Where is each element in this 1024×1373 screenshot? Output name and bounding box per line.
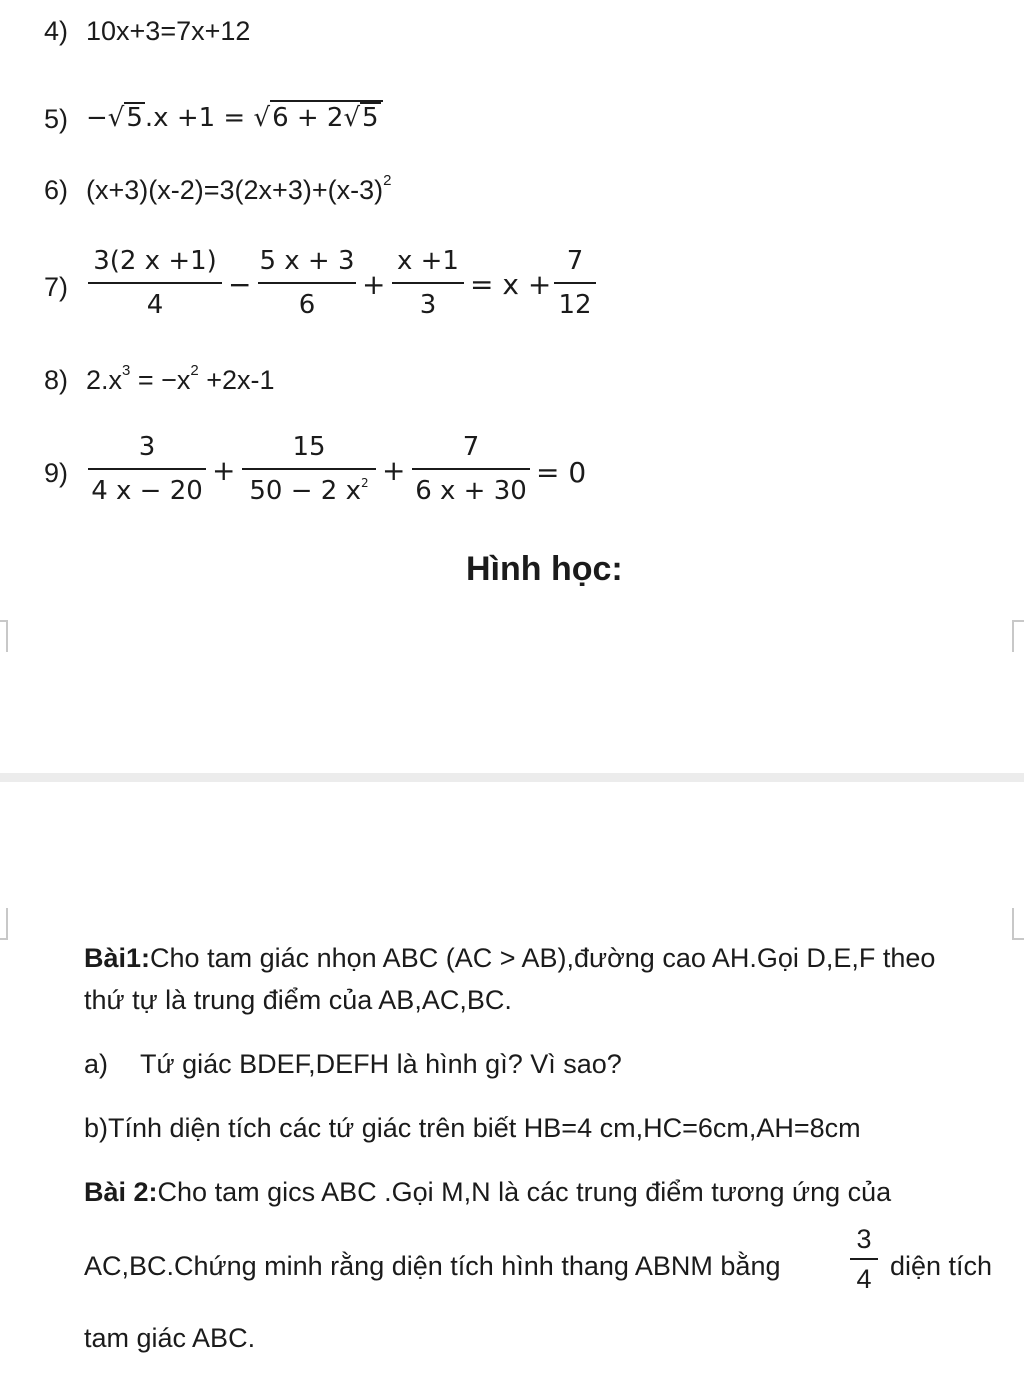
lhs-rest: .x +1 = [144,103,246,133]
bai2-line-1: Bài 2:Cho tam gics ABC .Gọi M,N là các trung điểm tương ứng của [84,1177,892,1207]
problem-5-number: 5) [44,104,69,134]
page-corner-mark [0,620,8,652]
p9-fraction-2: 15 50 − 2 $x^2$ [242,432,376,510]
bai1-line-1: Bài1:Cho tam giác nhọn ABC (AC > AB),đường cao AH.Gọi D,E,F theo [84,943,936,973]
radicand-1: 5 [126,103,143,133]
problem-4-equation: 10x+3=7x+12 [86,16,251,46]
problem-8-equation: $2.x^3 = -x^2 +2x-1$ [86,362,275,395]
minus-sign: − [86,103,108,133]
bai1-line-2: thứ tự là trung điểm của AB,AC,BC. [84,985,512,1015]
p9-operator-2: + [382,454,406,487]
p7-operator-2: + [362,268,386,301]
problem-8-number: 8) [44,365,69,395]
p7-fraction-4: 7 12 [554,246,596,320]
sqrt-symbol: √ [107,103,125,133]
problem-6-number: 6) [44,175,69,205]
p7-fraction-3: x +1 3 [392,246,464,320]
problem-7-number: 7) [44,272,69,302]
bai2-line-2a: AC,BC.Chứng minh rằng diện tích hình thang ABNM bằng [84,1251,781,1281]
exponent: 2 [383,172,392,189]
p9-fraction-1: 3 4 x − 20 [88,432,206,506]
problem-4-number: 4) [44,16,69,46]
page-corner-mark [0,908,8,940]
p9-operator-1: + [212,454,236,487]
section-heading: Hình học: [466,550,623,588]
bai2-line-3: tam giác ABC. [84,1323,256,1353]
sqrt-symbol-outer: √ [253,103,271,133]
p7-fraction-1: 3(2 x +1) 4 [88,246,222,320]
page-separator [0,773,1024,782]
part-a-text: Tứ giác BDEF,DEFH là hình gì? Vì sao? [140,1049,622,1079]
p7-fraction-2: 5 x + 3 6 [259,246,355,320]
bai2-line-2b: diện tích [890,1251,993,1281]
sqrt-symbol-inner: √ [343,103,361,133]
p7-middle: = x + [470,268,552,301]
part-b-text: b)Tính diện tích các tứ giác trên biết HB=4 cm,HC=6cm,AH=8cm [84,1113,861,1143]
problem-6-equation: $(x+3)(x-2)=3(2x+3)+(x-3)^2$ [86,172,392,205]
bai2-fraction: 3 4 [850,1224,878,1294]
page-corner-mark [1012,908,1024,940]
radicand-outer: 6 + 2√5 [270,100,383,132]
part-a-label: a) [84,1049,109,1079]
page-corner-mark [1012,620,1024,652]
radicand-inner: 5 [362,103,379,133]
p7-operator-1: − [228,268,252,301]
problem-5-equation [86,100,383,133]
problem-9-number: 9) [44,458,69,488]
p9-rhs: = 0 [536,456,587,489]
p9-fraction-3: 7 6 x + 30 [412,432,530,506]
